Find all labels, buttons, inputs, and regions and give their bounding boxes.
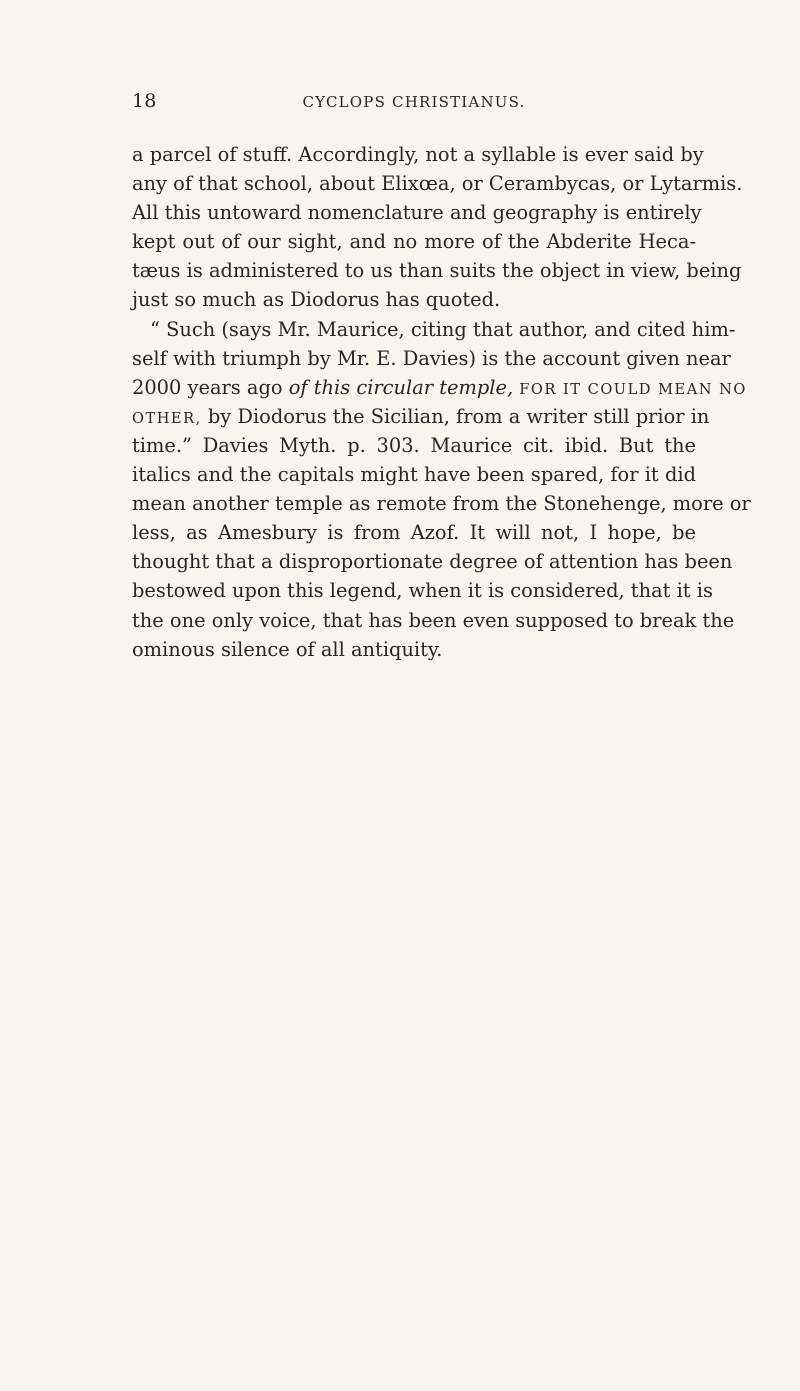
text-line: ominous silence of all antiquity. <box>132 637 443 661</box>
text-line: time.” Davies Myth. p. 303. Maurice cit. ibid. But the <box>132 433 696 457</box>
small-caps-phrase: FOR IT COULD MEAN NO <box>519 380 747 398</box>
text-line: a parcel of stuff. Accordingly, not a syllable is ever said by <box>132 143 704 166</box>
text-line: any of that school, about Elixœa, or Cerambycas, or Lytarmis. <box>132 172 743 196</box>
page-number: 18 <box>132 90 157 112</box>
small-caps-phrase: OTHER, <box>132 409 202 427</box>
text-fragment: 2000 years ago <box>132 375 283 399</box>
text-line: mean another temple as remote from the Stonehenge, more or <box>132 492 751 516</box>
text-line-mixed <box>132 373 747 402</box>
text-line: kept out of our sight, and no more of the Abderite Heca- <box>132 230 696 254</box>
text-line: the one only voice, that has been even supposed to break the <box>132 608 735 632</box>
text-line: just so much as Diodorus has quoted. <box>132 288 501 312</box>
text-line: All this untoward nomenclature and geography is entirely <box>132 201 702 225</box>
text-line-mixed <box>132 402 710 431</box>
text-line: less, as Amesbury is from Azof. It will not, I hope, be <box>132 521 696 545</box>
text-line: bestowed upon this legend, when it is considered, that it is <box>132 579 713 603</box>
running-title: CYCLOPS CHRISTIANUS. <box>302 93 526 111</box>
text-line: tæus is administered to us than suits the object in view, being <box>132 259 742 283</box>
text-fragment: by Diodorus the Sicilian, from a writer still prior in <box>207 404 710 428</box>
text-line: italics and the capitals might have been spared, for it did <box>132 463 696 487</box>
text-line: thought that a disproportionate degree of attention has been <box>132 550 733 574</box>
body-text <box>132 140 751 664</box>
running-head <box>132 90 696 120</box>
text-line: “ Such (says Mr. Maurice, citing that author, and cited him- <box>150 317 736 341</box>
italic-phrase: of this circular temple, <box>288 375 514 399</box>
text-line: self with triumph by Mr. E. Davies) is the account given near <box>132 346 731 370</box>
